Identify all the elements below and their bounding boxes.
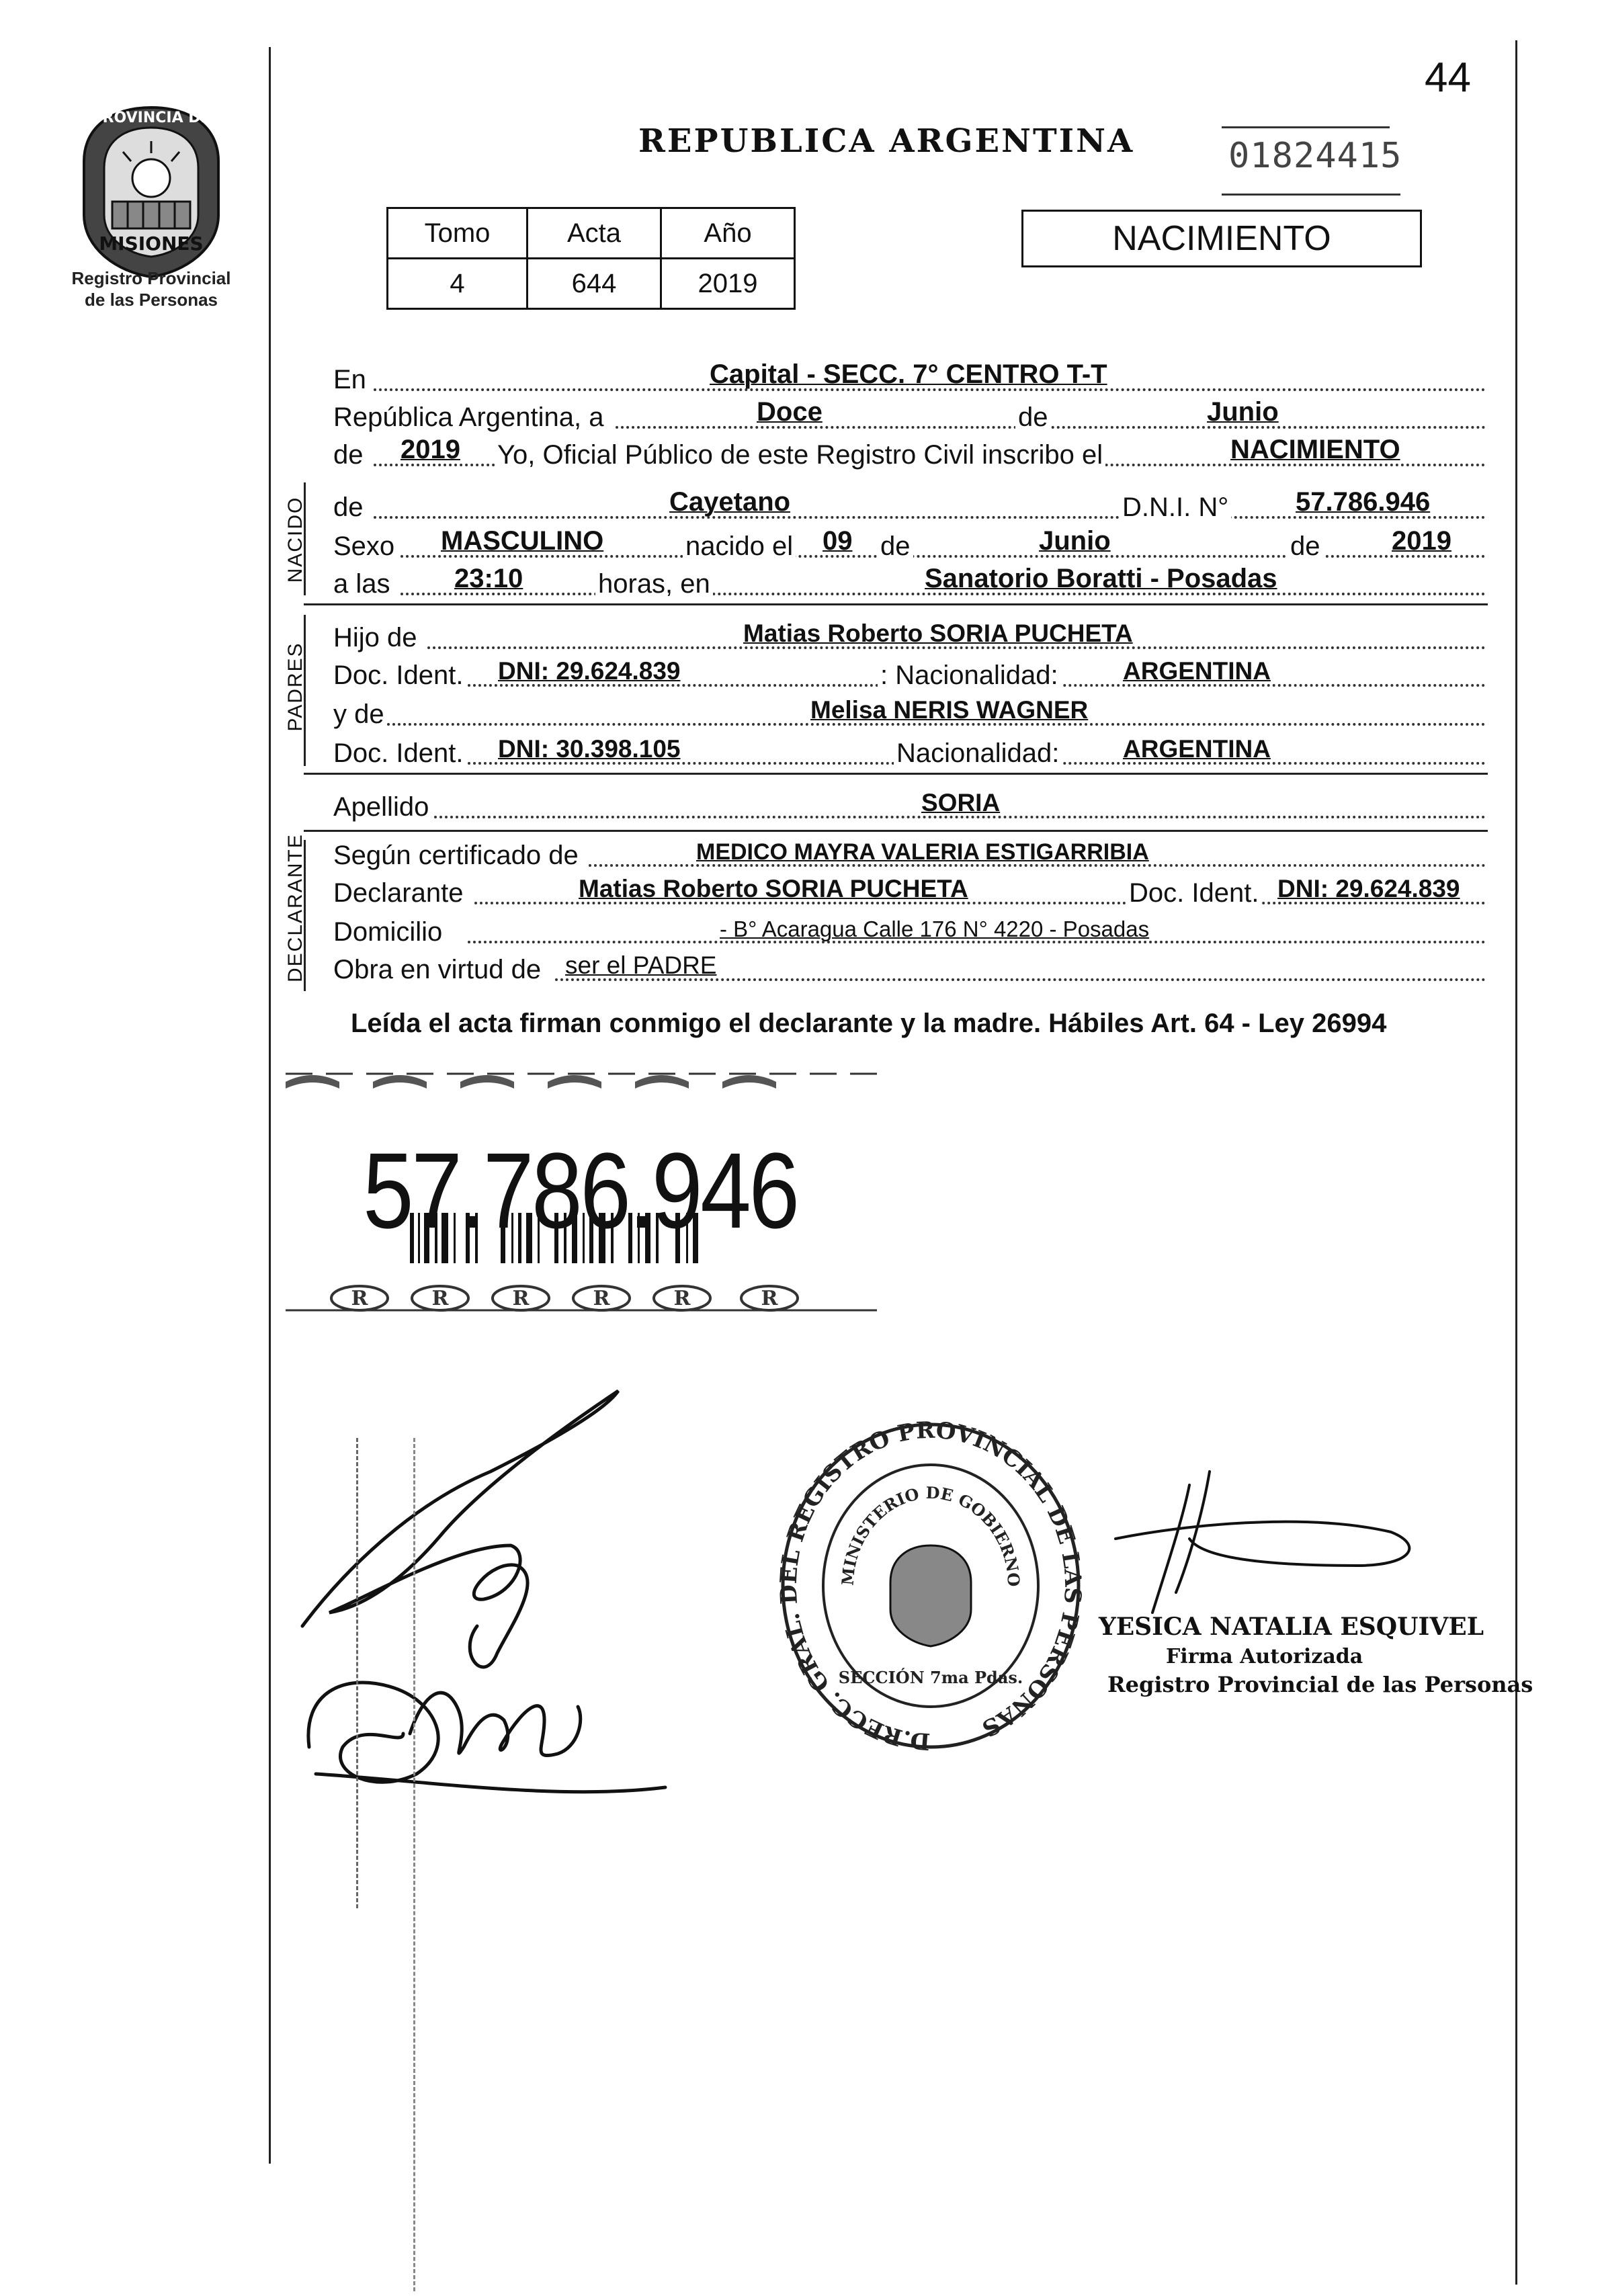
volume-value-anio: 2019 — [661, 259, 795, 309]
stamp-section-text: SECCIÓN 7ma Pdas. — [838, 1668, 1023, 1687]
place-value: Capital - SECC. 7° CENTRO T-T — [710, 359, 1107, 389]
nacionalidad-label-2: Nacionalidad: — [894, 738, 1062, 769]
en-label: En — [333, 365, 369, 395]
declarant-value: Matias Roberto SORIA PUCHETA — [579, 875, 968, 902]
de2-label: de — [333, 440, 366, 470]
logo-text-top: PROVINCIA DE — [91, 110, 211, 126]
volume-table — [386, 207, 796, 310]
scan-margin-mark — [413, 1438, 415, 2291]
stamp-center-seal-icon — [890, 1545, 971, 1646]
obra-label: Obra en virtud de — [333, 955, 544, 985]
doc-label-3: Doc. Ident. — [1126, 878, 1261, 908]
de-label: de — [1015, 402, 1051, 433]
row-declarant — [333, 871, 1486, 910]
document-title: REPUBLICA ARGENTINA — [638, 122, 1135, 160]
mother-name-value: Melisa NERIS WAGNER — [810, 696, 1089, 724]
registry-name-line2: de las Personas — [85, 290, 218, 310]
apellido-value: SORIA — [921, 789, 1001, 816]
sticker-r-mark: R — [512, 1287, 530, 1310]
dotted-leader — [616, 426, 1486, 429]
row-year — [333, 433, 1486, 472]
stamp-outer-path: D.RECC. GRAL. DEL REGISTRO PROVINCIAL DE LAS PERSONAS — [775, 1418, 1087, 1755]
stamp-inner-path: MINISTERIO DE GOBIERNO — [837, 1482, 1024, 1588]
row-mother — [333, 692, 1486, 731]
right-margin-line — [1515, 40, 1517, 2285]
sticker-border-pattern-bottom — [331, 1286, 798, 1310]
nacionalidad-label: : Nacionalidad: — [878, 661, 1061, 691]
left-margin-line — [269, 47, 271, 2164]
section-rule — [304, 603, 1488, 605]
row-father — [333, 615, 1486, 654]
serial-bottom-rule — [1222, 194, 1400, 196]
father-name-value: Matias Roberto SORIA PUCHETA — [743, 620, 1133, 647]
year-value: 2019 — [401, 435, 460, 464]
row-apellido — [333, 785, 1486, 824]
row-date — [333, 395, 1486, 434]
sticker-r-mark: R — [593, 1287, 610, 1310]
serial-number: 01824415 — [1228, 136, 1402, 176]
doc-label: Doc. Ident. — [333, 661, 466, 691]
record-type-box: NACIMIENTO — [1021, 210, 1422, 267]
row-time-place — [333, 562, 1486, 601]
sticker-border-pattern-top — [286, 1075, 776, 1089]
section-rule — [304, 773, 1488, 775]
sticker-r-mark: R — [761, 1287, 778, 1310]
registry-name-line1: Registro Provincial — [71, 268, 231, 288]
sticker-r-mark: R — [431, 1287, 449, 1310]
sticker-r-mark: R — [673, 1287, 691, 1310]
domicilio-label: Domicilio — [333, 917, 445, 947]
doc-label-2: Doc. Ident. — [333, 738, 466, 769]
father-doc-value: DNI: 29.624.839 — [498, 657, 681, 685]
dni-label: D.N.I. N° — [1120, 493, 1231, 523]
birth-year-value: 2019 — [1392, 526, 1451, 556]
official-round-stamp — [773, 1418, 1089, 1760]
alas-label: a las — [333, 569, 393, 599]
nacido-de-label: de — [333, 493, 366, 523]
sexo-label: Sexo — [333, 532, 397, 562]
provincial-seal-logo — [64, 101, 239, 282]
capacity-value: ser el PADRE — [565, 951, 717, 979]
de-label-3: de — [1288, 532, 1323, 562]
volume-table-header-row — [388, 208, 795, 259]
declarante-section-label: DECLARANTE — [284, 833, 306, 982]
logo-text-bottom: MISIONES — [99, 232, 204, 255]
volume-value-tomo: 4 — [388, 259, 528, 309]
closing-statement: Leída el acta firman conmigo el declarante y la madre. Hábiles Art. 64 - Ley 26994 — [351, 1009, 1387, 1038]
republica-label: República Argentina, a — [333, 402, 607, 433]
birth-day-value: 09 — [823, 526, 853, 556]
page-number: 44 — [1425, 54, 1471, 101]
row-father-doc — [333, 653, 1486, 692]
declarant-doc-value: DNI: 29.624.839 — [1277, 875, 1460, 902]
row-capacity — [333, 947, 1486, 986]
official-organization: Registro Provincial de las Personas — [1107, 1672, 1533, 1697]
child-name-value: Cayetano — [669, 487, 791, 517]
official-role: Firma Autorizada — [1166, 1645, 1363, 1668]
registry-name — [40, 267, 262, 310]
serial-top-rule — [1222, 126, 1390, 128]
child-dni-value: 57.786.946 — [1296, 487, 1431, 517]
declarante-label: Declarante — [333, 878, 466, 908]
yo-label: Yo, Oficial Público de este Registro Civil inscribo el — [495, 440, 1105, 470]
row-certificate — [333, 833, 1486, 872]
volume-header-anio: Año — [661, 208, 795, 259]
birth-place-value: Sanatorio Boratti - Posadas — [925, 564, 1277, 593]
address-value: - B° Acaragua Calle 176 N° 4220 - Posadas — [720, 917, 1150, 941]
declarant-signature — [289, 1371, 692, 1808]
volume-table-value-row — [388, 259, 795, 309]
official-name: YESICA NATALIA ESQUIVEL — [1099, 1613, 1484, 1641]
sticker-dni-number: 57.786.946 — [363, 1130, 798, 1250]
volume-header-acta: Acta — [528, 208, 661, 259]
row-address — [333, 910, 1486, 949]
yde-label: y de — [333, 699, 387, 730]
padres-section-label: PADRES — [284, 642, 306, 732]
mother-nationality-value: ARGENTINA — [1123, 735, 1271, 763]
hijo-label: Hijo de — [333, 623, 420, 653]
mother-doc-value: DNI: 30.398.105 — [498, 735, 681, 763]
month-value: Junio — [1207, 397, 1279, 427]
official-signature — [1102, 1458, 1451, 1619]
row-mother-doc — [333, 731, 1486, 770]
de-label-2: de — [878, 532, 913, 562]
sexo-value: MASCULINO — [441, 526, 604, 556]
nacido-section-label: NACIDO — [284, 496, 306, 583]
birth-month-value: Junio — [1039, 526, 1111, 556]
row-child-name — [333, 485, 1486, 524]
volume-header-tomo: Tomo — [388, 208, 528, 259]
apellido-label: Apellido — [333, 792, 431, 822]
nacido-el-label: nacido el — [683, 532, 796, 562]
birth-time-value: 23:10 — [454, 564, 523, 593]
father-nationality-value: ARGENTINA — [1123, 657, 1271, 685]
certificate-value: MEDICO MAYRA VALERIA ESTIGARRIBIA — [696, 839, 1149, 865]
sticker-r-mark: R — [351, 1287, 368, 1310]
act-value: NACIMIENTO — [1230, 435, 1400, 464]
cert-label: Según certificado de — [333, 841, 581, 871]
row-place — [333, 357, 1486, 396]
row-sex-birth — [333, 524, 1486, 563]
section-rule — [304, 830, 1488, 832]
horas-label: horas, en — [595, 569, 713, 599]
scan-margin-mark — [356, 1438, 358, 1908]
volume-value-acta: 644 — [528, 259, 661, 309]
day-value: Doce — [757, 397, 823, 427]
